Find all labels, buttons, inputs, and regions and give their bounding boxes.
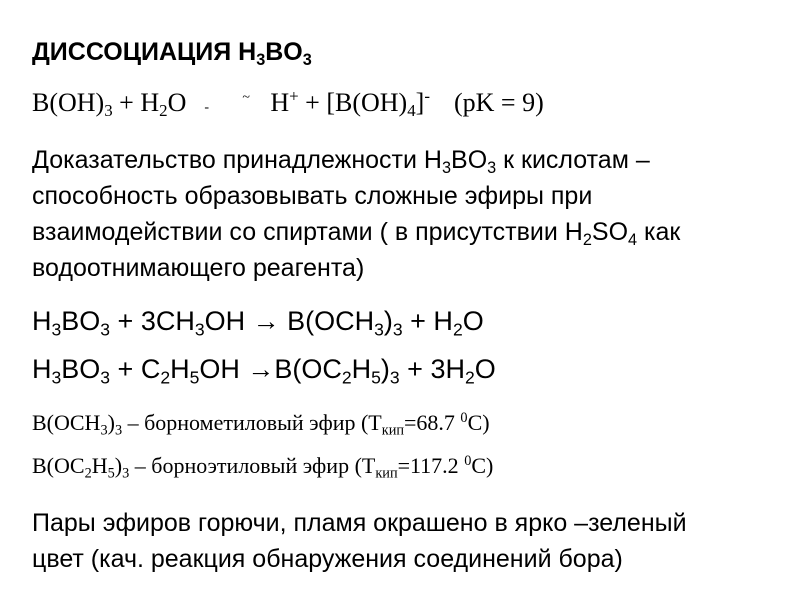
slide-title: ДИССОЦИАЦИЯ $H_3BO_3$ [32, 38, 312, 69]
dissociation-equation: $B(OH)_3 + H_2O$ - ~ $H^+ + [B(OH)_4]^-$ (pK = 9) [32, 86, 544, 121]
paragraph-line: способность образовывать сложные эфиры при [32, 182, 593, 210]
paragraph-line: взаимодействии со спиртами ( в присутствии $H_2SO_4$ как [32, 218, 681, 249]
methyl-ester-note: $B(OCH_3)_3$ – борнометиловый эфир ($T_{кип}=68.7$ $^0$C) [32, 410, 490, 439]
arrow-tick-mark: - [204, 100, 210, 116]
paragraph-line: Пары эфиров горючи, пламя окрашено в ярко –зеленый [32, 509, 687, 537]
arrow-tick-mark: ~ [242, 90, 250, 106]
proof-paragraph [32, 142, 680, 286]
paragraph-line: Доказательство принадлежности $H_3BO_3$ к кислотам – [32, 146, 650, 177]
ethyl-ester-note: $B(OC_2H_5)_3$ – борноэтиловый эфир ($T_{кип}=117.2$ $^0$C) [32, 453, 494, 482]
paragraph-line: цвет (кач. реакция обнаружения соединений бора) [32, 545, 623, 573]
equilibrium-arrow-marks [186, 90, 270, 116]
ethyl-ester-reaction: $H_3BO_3 + C_2H_5OH \to B(OC_2H_5)_3 + 3H_2O$ [32, 354, 496, 388]
paragraph-line: водоотнимающего реагента) [32, 254, 365, 282]
methyl-ester-reaction: $H_3BO_3 + 3CH_3OH \to B(OCH_3)_3 + H_2O$ [32, 306, 484, 340]
flame-test-paragraph [32, 505, 687, 577]
